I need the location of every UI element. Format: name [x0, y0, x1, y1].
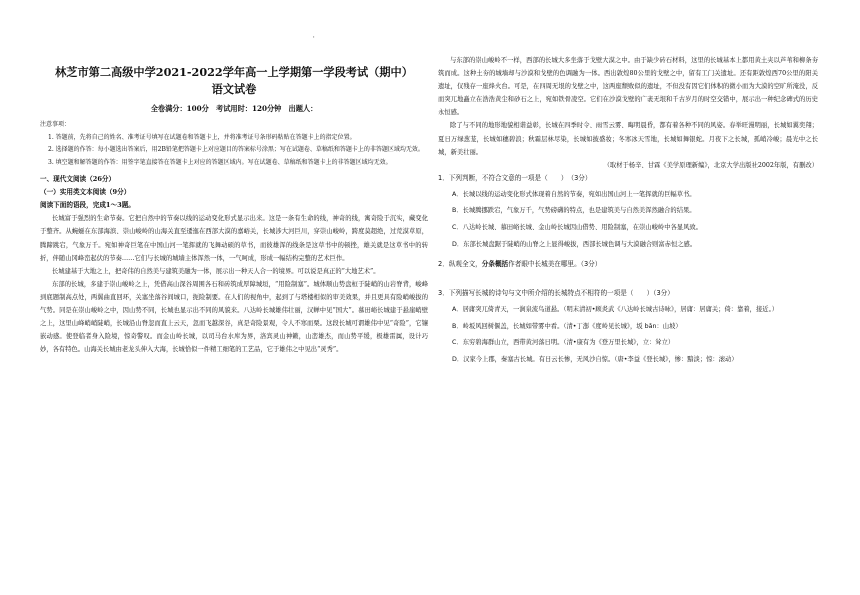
question-3-option-c: C．东穷碧海群山立，西带黄河落日明。（清•康有为《登万里长城》，立：耸立）	[452, 339, 675, 347]
question-2-emphasis: 分条概括	[481, 260, 509, 269]
question-3-option-d: D．汉家今上郡，秦塞古长城。有日云长惨，无风沙自惊。（唐•李益《登长城》，惨：黯淡；惊：滚动）	[452, 355, 738, 363]
passage-paragraph-4: 与东部的崇山峻岭不一样，西部的长城大多坐落于戈壁大漠之中。由于缺少砖石材料，这里的长城基本上都用黄土夹以芦苇和柳条夯筑而成。这种土夯的城墙却与沙漠和戈壁的色调融为一体。西出敦煌80公里的戈壁之中，留有工门关遗址。还有距敦煌西70公里的阳关遗址，仅残存一座烽火台。可是，在四周无垠的戈壁之中，这两座颓败似的遗址，不但没有因它们体积的微小而为大漠的空旷所淹没，反而突兀地矗立在浩浩黄尘和砂石之上，宛如铁骨凌空。它们在沙漠戈壁的广袤无垠和千古岁月的时空交错中，展示出一种纪念碑式的历史永恒感。	[438, 57, 818, 117]
section-heading: 一、现代文阅读（26分）	[40, 175, 116, 184]
question-3-option-a: A．居庸突兀倚青天，一涧泉流鸟道悬。（明末清初•顾炎武《八达岭长城古诗咏》，居庸：居庸关；倚：靠着，接近。）	[452, 306, 779, 314]
reading-instruction: 阅读下面的语段，完成1～3题。	[40, 201, 135, 210]
exam-meta: 全卷满分：100分 考试用时：120分钟 出题人：	[150, 104, 318, 113]
right-column	[438, 54, 818, 367]
question-1-option-b: B．长城腾挪跌宕，气象万千，气势磅礴的特点，也是建筑美与自然美浑然融合的结果。	[452, 207, 696, 215]
question-1-option-d: D．东部长城盘踞于陡峭的山脊之上显得峻拔，西部长城色调与大漠融合则富赤恒之感。	[452, 240, 697, 248]
scan-mark: '	[313, 36, 315, 43]
subsection-heading: （一）实用类文本阅读（9分）	[40, 188, 131, 197]
question-3-option-b: B．岭坂风回树偃盖，长城如带雾中看。（清•丁澎《度岭见长城》，坂 bǎn：山坡）	[452, 322, 682, 330]
passage-source: （取材于杨辛、甘霖《美学原理新编》，北京大学出版社2002年版，有删改）	[603, 161, 818, 169]
question-3-stem: 3．下列描写长城的诗句与文中所介绍的长城特点不相符的一项是（ ）（3分）	[438, 289, 674, 298]
passage-paragraph-5: 除了与不同的地形地貌相谐益彰，长城在四季时令、雨雪云雾、晦明晨昏，都有着各种不同的风姿。春举旺漫明丽，长城如翼奕翔；夏日万绿葱茏，长城如穗碧浪；秋霜层林尽染，长城如披盛妆；冬寒冰天雪地，长城如舞银蛇。月夜下之长城，孤峭冷峻；晨光中之长城，新美壮丽。	[438, 122, 818, 156]
question-1-stem: 1．下列判断，不符合文意的一项是（ ） （3分）	[438, 173, 592, 182]
note-item-2: 2. 选择题的作答：每小题选出答案后，用2B铅笔把答题卡上对应题目的答案标号涂黑；写在试题卷、草稿纸和答题卡上的非答题区域均无效。	[48, 146, 424, 154]
left-column	[40, 54, 428, 356]
passage-paragraph-2: 长城建基于大地之上，把奇伟的自然美与建筑美融为一体，展示出一种天人合一的境界。可以说是真正的“大地艺术”。	[51, 267, 380, 275]
note-item-3: 3. 填空题和解答题的作答：用签字笔直接答在答题卡上对应的答题区域内。写在试题卷、草稿纸和答题卡上的非答题区域均无效。	[48, 158, 392, 166]
question-1-option-a: A．长城以线的运动变化形式体现着自然的节奏，宛如出国山河上一笔挥就的巨幅草书。	[452, 190, 696, 198]
question-2-suffix: 作者眼中长城美在哪里。（3分）	[508, 260, 602, 269]
question-1-option-c: C．八达岭长城、慕田峪长城、金山岭长城因山借势、用险制塞，在崇山峻岭中各显风致。	[452, 223, 702, 231]
question-2	[438, 258, 818, 271]
exam-subtitle: 语文试卷	[211, 82, 257, 96]
question-2-prefix: 2．纵观全文，	[438, 260, 482, 269]
passage-paragraph-3: 东部的长城，多建于崇山峻岭之上，凭借高山深谷周围各石和砖筑成厚障城垣，“用险制塞”。城体顺山势盘桓于陡峭的山岩脊背，峻峰到底题制高点处，两翼曲直回环，关塞坐落谷间城口，扼险制要。在人们的视角中，起到了与塔楼相似的审美效果，并且更具有险峭峻拔的气势。同是在崇山峻岭之中，因山势不同，长城也显示出不同的风貌来。八达岭长城雄伟壮丽，汉蝉中见“国大”。慕田峪长城建于悬崖峭壁之上，这里山峰峭峭陡峭，长城沿山脊忽而直上云天，忽而飞越深谷，真是奇险景观，令人不寒而栗。这段长城可谓雄伟中见“奇险”，它镶嵌动感。使登临者身入险境，惊奇警叹。而金山岭长城，以司马台水库为界，洛宾灵山神籁，山峦雄杰，而山势平缓，极雄雷属，设计巧妙，各有特色。山海关长城由老龙头伸入大海，长城恰似一件精工细笔的工艺品，它于雄伟之中见出“灵秀”。	[40, 280, 428, 354]
notes-heading: 注意事项：	[40, 121, 71, 128]
passage-paragraph-1: 长城富于强烈的生命节奏。它把自然中的节奏以线的运动变化形式显示出来。这是一条有生命的线，神奇的线，寓奇险于沉实，藏变化于整齐。从蜿蜒在东部海滨、崇山峻岭的山海关直至逶迤在西部大漠的嘉峪关，长城涉大河巨川，穿崇山峻岭，跨度莫超绝，过荒漠草原，腾蹄跳宕，气象万千。宛如神奇巨笔在中国山河一笔挥就的飞舞动硕的草书，而彼雄浑的线条是这草书中的顿挫，雄关就是这草书中的转折，伴随山冈峰峦起伏的节奏……它们与长城的城墙主体浑然一体，一气呵成，形成一幅结构完整的艺术巨作。	[40, 215, 428, 262]
exam-title: 林芝市第二高级中学2021-2022学年高一上学期第一学段考试（期中）	[55, 65, 413, 79]
note-item-1: 1. 答题前，先将自己的姓名、准考证号填写在试题卷和答题卡上，并将准考证号条形码粘贴在答题卡上的指定位置。	[48, 133, 356, 141]
